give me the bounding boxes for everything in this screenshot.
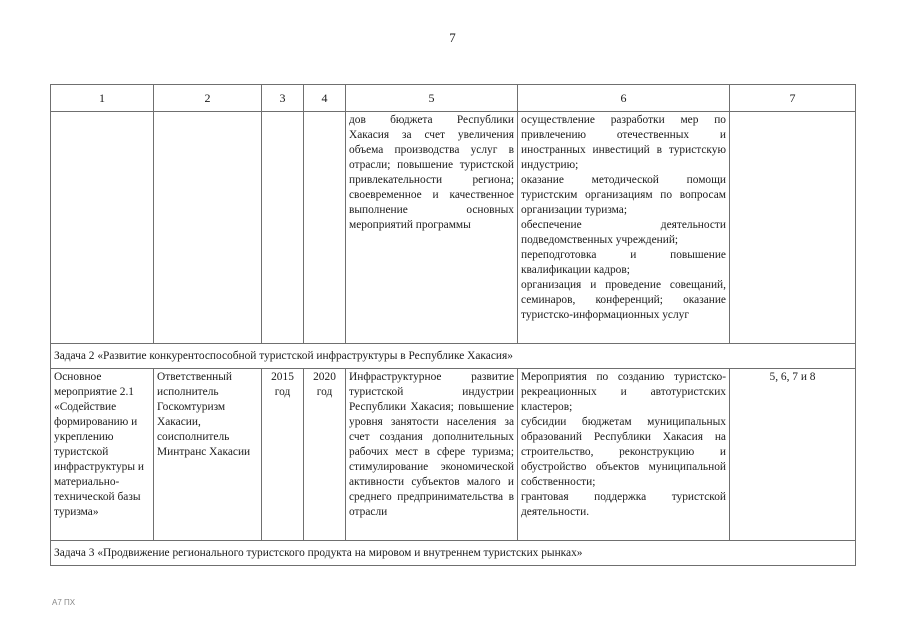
activity-line: субсидии бюджетам муниципальных образований Республики Хакасия на строительство, реконструкцию и обустройство объектов муниципальной собственности; <box>521 416 726 488</box>
header-cell: 6 <box>518 85 730 112</box>
header-cell: 3 <box>262 85 304 112</box>
indicators-cell: 5, 6, 7 и 8 <box>730 369 856 541</box>
activity-name-cell: Основное мероприятие 2.1 «Содействие формированию и укреплению туристской инфраструктуры и материально-технической базы туризма» <box>51 369 154 541</box>
header-cell: 4 <box>304 85 346 112</box>
header-cell: 1 <box>51 85 154 112</box>
activities-cell <box>518 112 730 344</box>
activity-line: грантовая поддержка туристской деятельности. <box>521 491 726 518</box>
empty-cell <box>262 112 304 344</box>
start-year-cell: 2015 год <box>262 369 304 541</box>
empty-cell <box>154 112 262 344</box>
activity-line: оказание методической помощи туристским организациям по вопросам организации туризма; <box>521 174 726 216</box>
task-heading: Задача 3 «Продвижение регионального туристского продукта на мировом и внутреннем туристских рынках» <box>51 541 856 566</box>
activity-line: Мероприятия по созданию туристско-рекреационных и автотуристских кластеров; <box>521 371 726 413</box>
expected-results-cell: Инфраструктурное развитие туристской индустрии Республики Хакасия; повышение уровня занятости населения за счет создания дополнительных рабочих мест в сфере туризма; стимулирование экономической активности субъектов малого и среднего предпринимательства в отрасли <box>346 369 518 541</box>
empty-cell <box>730 112 856 344</box>
task-row <box>51 344 856 369</box>
header-cell: 5 <box>346 85 518 112</box>
activities-cell <box>518 369 730 541</box>
header-cell: 2 <box>154 85 262 112</box>
table-row <box>51 369 856 541</box>
empty-cell <box>304 112 346 344</box>
header-cell: 7 <box>730 85 856 112</box>
activity-line: осуществление разработки мер по привлечению отечественных и иностранных инвестиций в туристскую индустрию; <box>521 114 726 171</box>
activity-line: организация и проведение совещаний, семинаров, конференций; оказание туристско-информационных услуг <box>521 279 726 321</box>
empty-cell <box>51 112 154 344</box>
activity-line: переподготовка и повышение квалификации кадров; <box>521 249 726 276</box>
table-row <box>51 112 856 344</box>
end-year-cell: 2020 год <box>304 369 346 541</box>
task-heading: Задача 2 «Развитие конкурентоспособной туристской инфраструктуры в Республике Хакасия» <box>51 344 856 369</box>
footer-code: А7 ПХ <box>52 598 76 607</box>
task-row <box>51 541 856 566</box>
program-table <box>50 84 856 566</box>
activity-line: обеспечение деятельности подведомственных учреждений; <box>521 219 726 246</box>
expected-results-cell: дов бюджета Республики Хакасия за счет увеличения объема производства услуг в отрасли; повышение туристской привлекательности региона; своевременное и качественное выполнение основных мероприятий программы <box>346 112 518 344</box>
page-number: 7 <box>449 30 456 45</box>
table-header-row <box>51 85 856 112</box>
executor-cell: Ответственный исполнитель Госкомтуризм Хакасии, соисполнитель Минтранс Хакасии <box>154 369 262 541</box>
